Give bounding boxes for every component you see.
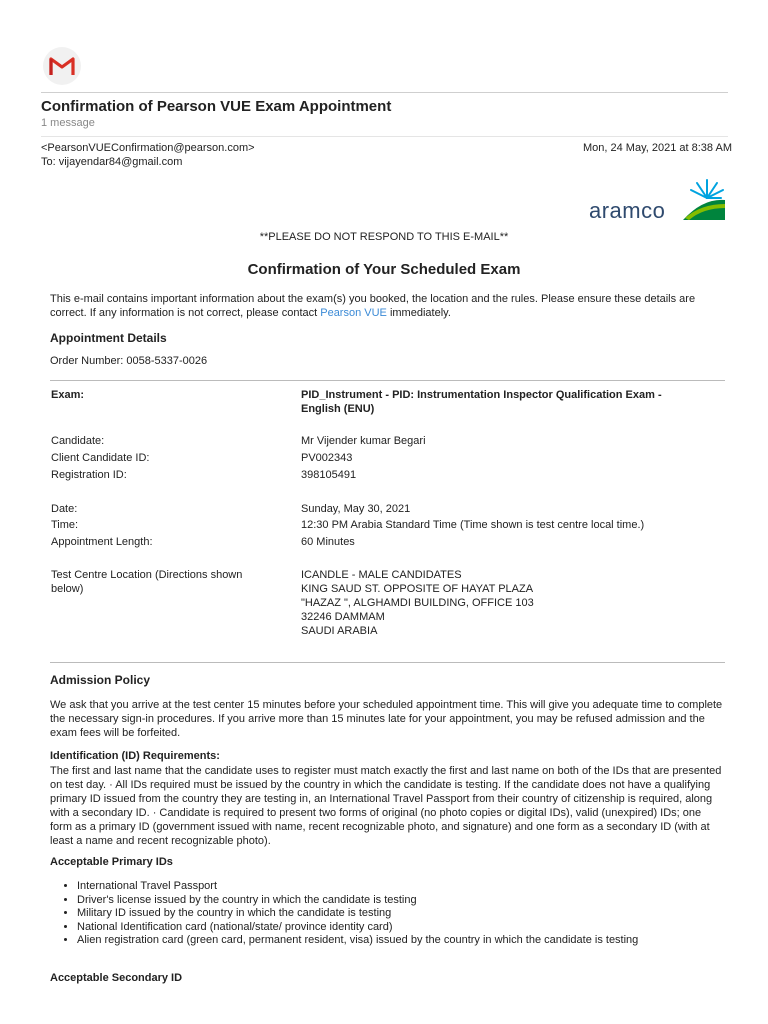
id-requirements-text: The first and last name that the candidate uses to register must match exactly the first and last name on both of the IDs that are presented on test day. · All IDs required must be issued by the country in which the candidate is testing. If the candidate does not have a qualifying primary ID issued from the country they are testing in, an International Travel Passport from their country of citizenship is required, along with a secondary ID. · Candidate is required to present two forms of original (no photo copies or digital IDs), valid (unexpired) IDs; one form as a primary ID (government issued with name, recent recognizable photo, and signature) and one form as a secondary ID (with at least a name and recent recognizable photo). [50, 765, 722, 847]
list-item: • Military ID issued by the country in which the candidate is testing [77, 907, 757, 921]
exam-confirmation-title: Confirmation of Your Scheduled Exam [247, 261, 521, 278]
header-divider [41, 92, 728, 93]
aramco-logo-icon [683, 178, 725, 220]
date-label: Date: [51, 503, 78, 515]
intro-paragraph [50, 292, 730, 320]
sender-address[interactable]: <PearsonVUEConfirmation@pearson.com> [41, 142, 255, 154]
email-subject: Confirmation of Pearson VUE Exam Appointment [41, 98, 392, 115]
aramco-wordmark: aramco [589, 198, 666, 223]
list-item: • Alien registration card (green card, permanent resident, visa) issued by the country in which the candidate is testing [77, 934, 757, 948]
time-value: 12:30 PM Arabia Standard Time (Time shown is test centre local time.) [301, 519, 645, 531]
test-centre-location-label: Test Centre Location (Directions shown below) [51, 569, 243, 595]
time-label: Time: [51, 519, 79, 531]
date-value: Sunday, May 30, 2021 [301, 503, 411, 515]
address-line: SAUDI ARABIA [301, 625, 378, 637]
gmail-logo-icon [42, 46, 82, 86]
test-centre-address [301, 568, 534, 638]
admission-policy-text: We ask that you arrive at the test center 15 minutes before your scheduled appointment time. This will give you adequate time to complete the necessary sign-in procedures. If you arrive more than 15 minutes late for your appointment, you may be refused admission and the exam fees will be forfeited. [50, 699, 723, 739]
intro-text: This e-mail contains important information about the exam(s) you booked, the location and the rules. Please ensure these details are correct. If any information is not correct, please contact [50, 293, 696, 319]
secondary-id-heading: Acceptable Secondary ID [50, 972, 183, 984]
candidate-value: Mr Vijender kumar Begari [301, 435, 426, 447]
list-item: • National Identification card (national/state/ province identity card) [77, 921, 757, 935]
address-line: "HAZAZ ", ALGHAMDI BUILDING, OFFICE 103 [301, 597, 534, 609]
appointment-length-value: 60 Minutes [301, 536, 355, 548]
appointment-table-top-divider [50, 380, 725, 381]
client-id-value: PV002343 [301, 452, 353, 464]
appointment-length-label: Appointment Length: [51, 536, 153, 548]
appointment-table-bottom-divider [50, 662, 725, 663]
pearson-vue-link[interactable]: Pearson VUE [320, 307, 387, 319]
appointment-details-heading: Appointment Details [50, 331, 167, 345]
admission-policy-heading: Admission Policy [50, 673, 151, 687]
email-date: Mon, 24 May, 2021 at 8:38 AM [583, 142, 732, 154]
primary-ids-heading: Acceptable Primary IDs [50, 856, 173, 868]
order-number: Order Number: 0058-5337-0026 [50, 355, 208, 367]
address-line: ICANDLE - MALE CANDIDATES [301, 569, 462, 581]
address-line: KING SAUD ST. OPPOSITE OF HAYAT PLAZA [301, 583, 534, 595]
id-requirements-heading: Identification (ID) Requirements: [50, 750, 220, 762]
client-id-label: Client Candidate ID: [51, 452, 150, 464]
message-count: 1 message [41, 117, 95, 129]
intro-after-text: immediately. [386, 307, 451, 319]
subheader-divider [41, 136, 728, 137]
primary-ids-list [50, 880, 757, 948]
exam-value: PID_Instrument - PID: Instrumentation Inspector Qualification Exam - English (ENU) [301, 389, 662, 415]
exam-label: Exam: [51, 389, 85, 401]
list-item: • Driver's license issued by the country in which the candidate is testing [77, 894, 757, 908]
registration-id-value: 398105491 [301, 469, 357, 481]
no-reply-notice: **PLEASE DO NOT RESPOND TO THIS E-MAIL** [259, 231, 509, 243]
candidate-label: Candidate: [51, 435, 105, 447]
address-line: 32246 DAMMAM [301, 611, 385, 623]
registration-id-label: Registration ID: [51, 469, 127, 481]
list-item: • International Travel Passport [77, 880, 757, 894]
recipient-address: To: vijayendar84@gmail.com [41, 156, 183, 168]
